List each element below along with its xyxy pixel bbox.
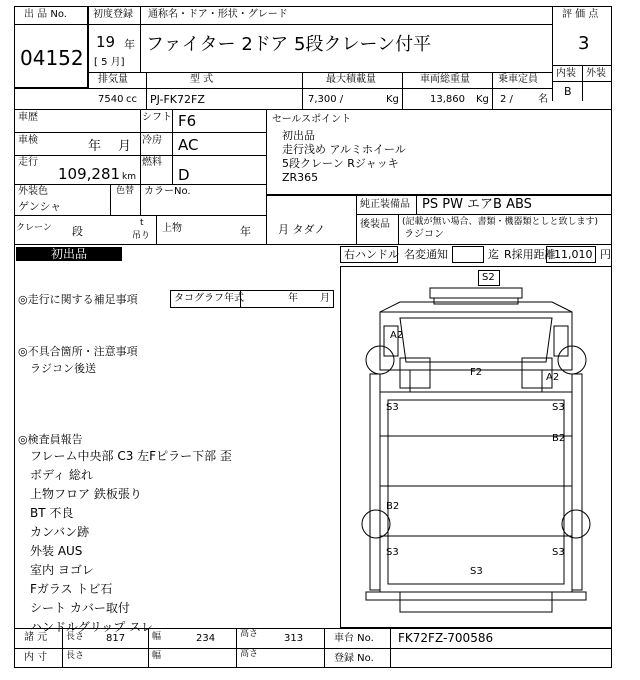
sales-points-label: セールスポイント [272,114,352,125]
inspector-title: ◎検査員報告 [18,433,83,446]
capacity-unit: 名 [538,94,548,105]
registration-label: 登録 No. [334,653,374,664]
crane-ton-unit: t [140,218,144,228]
mount-maker: 月 タダノ [278,223,326,236]
mileage-label: 走行 [18,157,38,168]
model-value: PJ-FK72FZ [150,93,205,106]
inspector-line: ボディ 総れ [30,468,93,482]
right-handle-label: 右ハンドル [344,248,399,261]
sales-point-line: ZR365 [282,171,319,184]
height-value: 313 [284,633,304,644]
height-label: 高さ [240,629,259,639]
inspector-line: シート カバー取付 [30,601,130,615]
max-load-label: 最大積載量 [326,74,376,85]
max-load-value: 7,300 / [308,94,344,105]
inner-width-label: 幅 [152,651,162,661]
dims-label: 諸 元 [24,632,48,643]
displacement-unit: cc [126,94,137,105]
inner-dims-label: 内 寸 [24,652,48,663]
mount-label: 上物 [162,223,182,234]
inspector-line: BT 不良 [30,506,74,520]
damage-mark: F2 [470,367,483,378]
gross-weight-label: 車両総重量 [420,74,470,85]
fuel-value: D [178,166,190,184]
capacity-value: 2 / [500,94,513,105]
first-registration-month: [ 5 月] [94,57,125,68]
first-registration-label: 初度登録 [93,9,133,20]
length-label: 長さ [66,632,85,642]
damage-mark: S3 [552,402,565,413]
inner-length-label: 長さ [66,651,85,661]
inspector-line: カンバン跡 [30,525,90,539]
tachograph-label: タコグラフ年式 [174,293,244,304]
mileage-unit: km [122,172,136,182]
shift-value: F6 [178,112,197,130]
damage-mark: S3 [470,566,483,577]
crane-label: クレーン [16,223,52,233]
interior-score-label: 内装 [556,68,576,79]
chassis-value: FK72FZ-700586 [398,631,494,645]
lot-label: 出 品 No. [24,9,67,20]
exterior-score-label: 外装 [586,68,606,79]
name-change-box [452,246,484,263]
equipment-label: 純正装備品 [360,199,410,210]
first-listing-badge: 初出品 [16,247,122,261]
sales-point-line: 初出品 [282,129,315,142]
sales-point-line: 走行浅め アルミホイール [282,143,406,156]
vehicle-name: ファイター 2ドア 5段クレーン付平 [146,34,432,55]
damage-mark: S3 [552,547,565,558]
damage-mark: S3 [386,547,399,558]
vehicle-name-label: 通称名・ドア・形状・グレード [148,9,288,20]
aircon-label: 冷房 [142,135,162,146]
aftermarket-value: ラジコン [404,229,444,240]
name-change-label: 名変通知 [404,248,448,261]
gross-weight-value: 13,860 [430,94,465,105]
inspection-month-unit: 月 [118,139,132,154]
inspector-line: 上物フロア 鉄板張り [30,487,142,501]
first-registration-year: 19 [96,33,116,51]
crane-hook-unit: 吊り [132,231,151,241]
defects-title: ◎不具合箇所・注意事項 [18,345,138,358]
shift-label: シフト [142,112,172,123]
inner-height-label: 高さ [240,649,259,659]
damage-mark: S2 [482,272,495,283]
gross-weight-unit: Kg [476,94,489,105]
damage-mark: A2 [546,372,560,383]
sales-point-line: 5段クレーン Rジャッキ [282,157,399,170]
damage-mark: B2 [386,501,400,512]
fuel-label: 燃料 [142,157,162,168]
chassis-label: 車台 No. [334,633,374,644]
tachograph-month-unit: 月 [320,293,330,304]
aftermarket-label: 後装品 [360,219,390,230]
color-label: 外装色 [18,186,48,197]
history-label: 車歴 [18,112,38,123]
mount-year-unit: 年 [240,225,251,238]
defect-line: ラジコン後送 [30,362,96,375]
inspector-line: 外装 AUS [30,544,83,558]
crane-stage-unit: 段 [72,225,83,238]
inspector-line: ハンドルグリップ スレ [30,620,154,634]
width-label: 幅 [152,632,162,642]
r-meter-label: R採用距離 [504,248,556,261]
aircon-value: AC [178,136,199,154]
inspector-line: 室内 ヨゴレ [30,563,94,577]
inspection-year-unit: 年 [88,139,102,154]
color-change-label: 色替 [116,186,135,196]
overall-score: 3 [578,33,590,54]
equipment-value: PS PW エアB ABS [422,197,532,212]
first-registration-year-unit: 年 [124,38,135,51]
inspection-label: 車検 [18,135,38,146]
displacement-label: 排気量 [98,74,128,85]
damage-mark: B2 [552,433,566,444]
max-load-unit: Kg [386,94,399,105]
r-meter-value: 11,010 [554,248,593,261]
width-value: 234 [196,633,216,644]
supplement-title: ◎走行に関する補足事項 [18,293,138,306]
capacity-label: 乗車定員 [498,74,538,85]
color-value: ゲンシャ [18,200,62,213]
mileage-value: 109,281 [58,165,121,183]
displacement-value: 7540 [98,94,124,105]
model-label: 型 式 [190,74,214,85]
lot-number: 04152 [20,46,84,70]
inspector-line: フレーム中央部 C3 左Fピラー下部 歪 [30,449,232,463]
length-value: 817 [106,633,126,644]
score-label: 評 価 点 [562,9,599,20]
damage-mark: A2 [390,330,404,341]
damage-mark: S3 [386,402,399,413]
aftermarket-note: (記載が無い場合、書類・機器類としと致します) [402,217,599,227]
deadline-label: 迄 [488,248,499,261]
color-code-label: カラーNo. [144,186,191,197]
inspector-line: Fガラス トビ石 [30,582,113,596]
r-meter-unit: 円 [600,248,611,261]
tachograph-year-unit: 年 [288,293,298,304]
interior-score: B [564,85,572,98]
